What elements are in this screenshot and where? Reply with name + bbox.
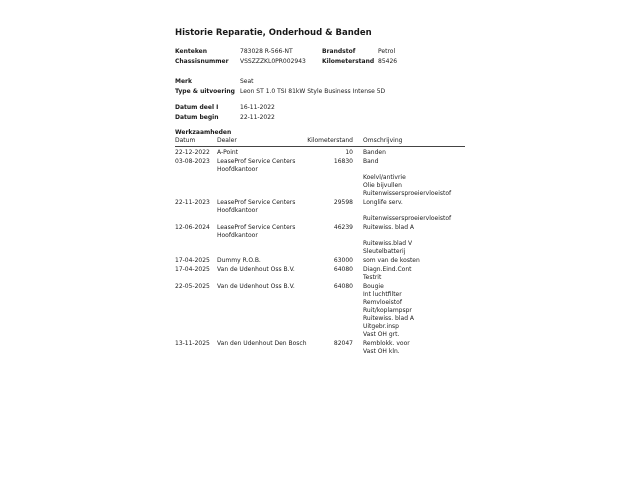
kilometerstand-label: Kilometerstand (322, 58, 375, 65)
type-uitvoering-value: Leon ST 1.0 TSI 81kW Style Business Intense 5D (240, 88, 386, 95)
chassisnummer-value: VSSZZZKL0PR002943 (240, 58, 306, 65)
omschrijving-line: Testrit (363, 274, 382, 281)
row-dealer (217, 149, 321, 157)
history-report-document (175, 28, 465, 357)
table-row (175, 224, 465, 256)
row-dealer (217, 283, 321, 291)
dealer-line: Hoofdkantoor (217, 232, 258, 239)
row-datum: 03-08-2023 (175, 158, 210, 165)
row-dealer (217, 199, 321, 215)
table-row (175, 283, 465, 339)
omschrijving-line: Uitgebr.insp (363, 323, 399, 330)
field-row (175, 47, 465, 57)
omschrijving-line: Vast OH kln. (363, 348, 400, 355)
row-dealer (217, 158, 321, 174)
omschrijving-line: Koelvl/antivrie (363, 174, 406, 181)
werkzaamheden-rows (175, 149, 465, 356)
omschrijving-line: Sleutelbatterij (363, 248, 406, 255)
row-kilometerstand: 10 (345, 149, 353, 156)
omschrijving-line: Band (363, 158, 379, 165)
field-row (175, 103, 465, 113)
dealer-line: LeaseProf Service Centers (217, 224, 296, 231)
type-uitvoering-label: Type & uitvoering (175, 88, 235, 95)
row-dealer (217, 224, 321, 240)
dealer-line: Hoofdkantoor (217, 207, 258, 214)
row-dealer (217, 266, 321, 274)
row-omschrijving (353, 149, 465, 157)
omschrijving-line: Ruitewiss.blad V (363, 240, 413, 247)
omschrijving-line (363, 232, 465, 240)
row-dealer (217, 257, 321, 265)
vehicle-id-section (175, 47, 465, 67)
table-row (175, 340, 465, 356)
kenteken-label: Kenteken (175, 48, 207, 55)
datum-begin-value: 22-11-2022 (240, 114, 275, 121)
werkzaamheden-table-header (175, 137, 465, 147)
omschrijving-line: Diagn.Eind.Cont (363, 266, 412, 273)
dealer-line: Van de Udenhout Oss B.V. (217, 283, 295, 290)
field-row (175, 57, 465, 67)
merk-value: Seat (240, 78, 254, 85)
omschrijving-line: Int luchtfilter (363, 291, 402, 298)
table-row (175, 149, 465, 157)
dealer-line: LeaseProf Service Centers (217, 158, 296, 165)
omschrijving-line: Ruitewiss. blad A (363, 224, 415, 231)
kilometerstand-value: 85426 (378, 58, 398, 65)
werkzaamheden-section-title: Werkzaamheden (175, 129, 232, 136)
omschrijving-line: Olie bijvullen (363, 182, 402, 189)
dealer-line: LeaseProf Service Centers (217, 199, 296, 206)
brandstof-label: Brandstof (322, 48, 356, 55)
dealer-line: Van den Udenhout Den Bosch (217, 340, 307, 347)
datum-deel1-value: 16-11-2022 (240, 104, 275, 111)
row-omschrijving (353, 199, 465, 223)
omschrijving-line: Remvloeistof (363, 299, 402, 306)
header-omschrijving: Omschrijving (363, 137, 403, 144)
omschrijving-line: Ruitenwissersproeiervloeistof (363, 190, 452, 197)
table-row (175, 266, 465, 282)
datum-deel1-label: Datum deel I (175, 104, 219, 111)
field-row (175, 87, 465, 97)
row-omschrijving (353, 266, 465, 282)
row-datum: 17-04-2025 (175, 257, 210, 264)
table-row (175, 257, 465, 265)
row-kilometerstand: 64080 (333, 266, 353, 273)
omschrijving-line: Vast OH grt. (363, 331, 400, 338)
document-title: Historie Reparatie, Onderhoud & Banden (175, 28, 372, 38)
header-datum: Datum (175, 137, 196, 144)
omschrijving-line: Ruitewiss. blad A (363, 315, 415, 322)
omschrijving-line: Ruitenwissersproeiervloeistof (363, 215, 452, 222)
omschrijving-line: Ruit/koplampspr (363, 307, 412, 314)
row-kilometerstand: 63000 (333, 257, 353, 264)
row-omschrijving (353, 158, 465, 198)
row-omschrijving (353, 224, 465, 256)
row-dealer (217, 340, 321, 348)
row-kilometerstand: 46239 (333, 224, 353, 231)
omschrijving-line: Longlife serv. (363, 199, 403, 206)
row-datum: 22-05-2025 (175, 283, 210, 290)
row-kilometerstand: 64080 (333, 283, 353, 290)
dealer-line: Dummy R.O.B. (217, 257, 261, 264)
omschrijving-line (363, 166, 465, 174)
header-kilometerstand: Kilometerstand (307, 137, 353, 144)
omschrijving-line: som van de kosten (363, 257, 420, 264)
row-kilometerstand: 29598 (333, 199, 353, 206)
row-kilometerstand: 16830 (333, 158, 353, 165)
row-datum: 13-11-2025 (175, 340, 210, 347)
kenteken-value: 783028 R-566-NT (240, 48, 293, 55)
dealer-line: A-Point (217, 149, 239, 156)
row-datum: 12-06-2024 (175, 224, 210, 231)
field-row (175, 113, 465, 123)
table-row (175, 158, 465, 198)
header-dealer: Dealer (217, 137, 237, 144)
row-datum: 17-04-2025 (175, 266, 210, 273)
dealer-line: Hoofdkantoor (217, 166, 258, 173)
row-datum: 22-11-2023 (175, 199, 210, 206)
row-kilometerstand: 82047 (333, 340, 353, 347)
brandstof-value: Petrol (378, 48, 396, 55)
row-omschrijving (353, 283, 465, 339)
row-omschrijving (353, 257, 465, 265)
omschrijving-line: Remblokk. voor (363, 340, 410, 347)
omschrijving-line: Banden (363, 149, 386, 156)
merk-label: Merk (175, 78, 192, 85)
table-row (175, 199, 465, 223)
omschrijving-line: Bougie (363, 283, 384, 290)
row-omschrijving (353, 340, 465, 356)
dealer-line: Van de Udenhout Oss B.V. (217, 266, 295, 273)
chassisnummer-label: Chassisnummer (175, 58, 229, 65)
vehicle-model-section (175, 77, 465, 97)
row-datum: 22-12-2022 (175, 149, 210, 156)
datum-begin-label: Datum begin (175, 114, 219, 121)
field-row (175, 77, 465, 87)
dates-section (175, 103, 465, 123)
omschrijving-line (363, 207, 465, 215)
